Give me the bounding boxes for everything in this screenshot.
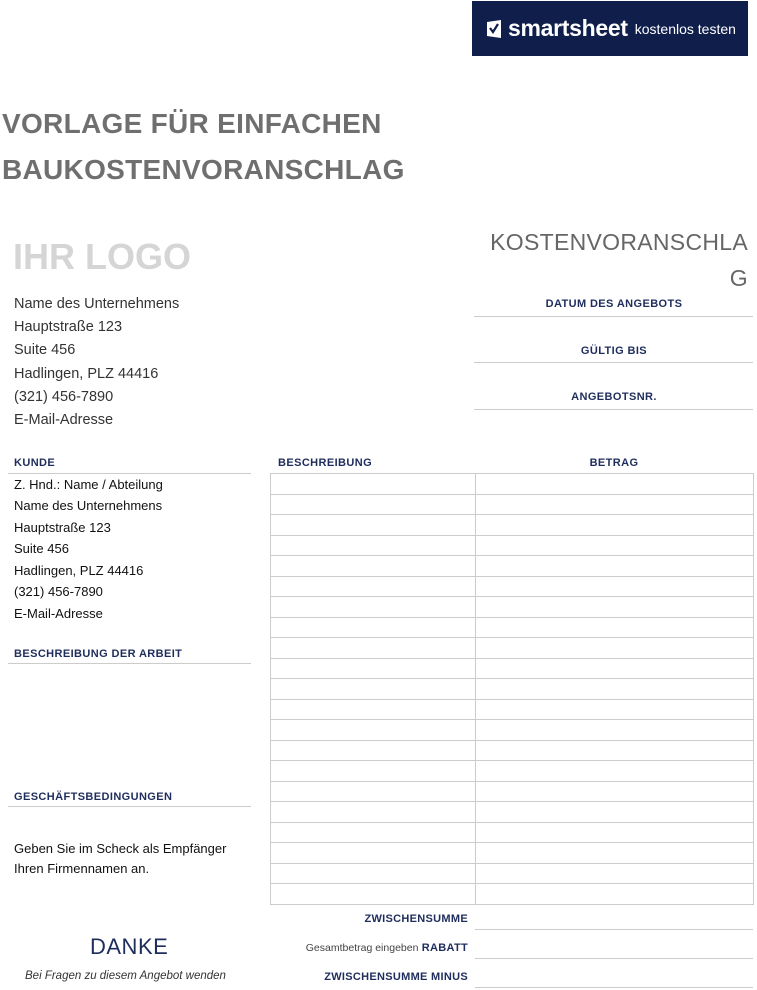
subtotal-minus-label: ZWISCHENSUMME MINUS	[324, 971, 468, 983]
terms-line2: Ihren Firmennamen an.	[14, 861, 150, 876]
amount-cell[interactable]	[476, 884, 754, 905]
description-cell[interactable]	[271, 658, 476, 679]
table-row	[271, 761, 754, 782]
table-row	[271, 720, 754, 741]
smartsheet-check-icon	[486, 19, 502, 39]
quote-date-field[interactable]	[474, 316, 753, 317]
discount-label	[280, 942, 468, 954]
customer-heading: KUNDE	[14, 457, 56, 469]
table-row	[271, 658, 754, 679]
amount-cell[interactable]	[476, 474, 754, 495]
table-row	[271, 556, 754, 577]
table-row	[271, 535, 754, 556]
description-cell[interactable]	[271, 597, 476, 618]
quote-number-label: ANGEBOTSNR.	[571, 391, 657, 403]
amount-cell[interactable]	[476, 740, 754, 761]
table-row	[271, 474, 754, 495]
amount-cell[interactable]	[476, 576, 754, 597]
company-suite: Suite 456	[14, 342, 76, 358]
description-cell[interactable]	[271, 638, 476, 659]
quote-number-field[interactable]	[474, 409, 753, 410]
customer-suite[interactable]: Suite 456	[14, 541, 69, 556]
table-row	[271, 781, 754, 802]
amount-cell[interactable]	[476, 720, 754, 741]
amount-cell[interactable]	[476, 658, 754, 679]
amount-cell[interactable]	[476, 556, 754, 577]
smartsheet-banner[interactable]	[472, 1, 748, 56]
table-row	[271, 494, 754, 515]
subtotal-label: ZWISCHENSUMME	[364, 913, 468, 925]
table-row	[271, 863, 754, 884]
terms-line1: Geben Sie im Scheck als Empfänger	[14, 841, 227, 856]
description-cell[interactable]	[271, 822, 476, 843]
amount-cell[interactable]	[476, 781, 754, 802]
table-row	[271, 884, 754, 905]
description-cell[interactable]	[271, 535, 476, 556]
amount-cell[interactable]	[476, 679, 754, 700]
amount-cell[interactable]	[476, 617, 754, 638]
logo-placeholder: IHR LOGO	[13, 236, 191, 277]
company-city: Hadlingen, PLZ 44416	[14, 366, 159, 382]
line-items-table	[270, 473, 754, 905]
amount-cell[interactable]	[476, 535, 754, 556]
brand-name: smartsheet	[508, 15, 628, 41]
customer-city[interactable]: Hadlingen, PLZ 44416	[14, 563, 144, 578]
subtotal-minus-field[interactable]	[475, 987, 753, 988]
table-row	[271, 515, 754, 536]
table-row	[271, 597, 754, 618]
description-cell[interactable]	[271, 617, 476, 638]
amount-cell[interactable]	[476, 863, 754, 884]
amount-cell[interactable]	[476, 597, 754, 618]
table-row	[271, 822, 754, 843]
questions-footnote: Bei Fragen zu diesem Angebot wenden	[25, 970, 226, 982]
column-header-description: BESCHREIBUNG	[278, 457, 373, 469]
description-cell[interactable]	[271, 720, 476, 741]
amount-cell[interactable]	[476, 494, 754, 515]
work-description-heading: BESCHREIBUNG DER ARBEIT	[14, 648, 183, 660]
table-row	[271, 617, 754, 638]
customer-name[interactable]: Name des Unternehmens	[14, 498, 163, 513]
table-row	[271, 679, 754, 700]
page-title-line1: VORLAGE FÜR EINFACHEN	[2, 108, 382, 139]
amount-cell[interactable]	[476, 699, 754, 720]
quote-date-label: DATUM DES ANGEBOTS	[545, 298, 683, 310]
page-title-line2: BAUKOSTENVORANSCHLAG	[2, 154, 405, 185]
trial-link[interactable]: kostenlos testen	[634, 20, 736, 37]
company-phone: (321) 456-7890	[14, 389, 114, 405]
amount-cell[interactable]	[476, 761, 754, 782]
company-street: Hauptstraße 123	[14, 319, 123, 335]
discount-hint: Gesamtbetrag eingeben	[305, 942, 419, 954]
description-cell[interactable]	[271, 863, 476, 884]
thanks-text: DANKE	[90, 934, 169, 959]
description-cell[interactable]	[271, 761, 476, 782]
terms-rule	[8, 806, 251, 807]
description-cell[interactable]	[271, 843, 476, 864]
company-name: Name des Unternehmens	[14, 296, 180, 312]
description-cell[interactable]	[271, 740, 476, 761]
customer-rule	[8, 473, 251, 474]
table-row	[271, 638, 754, 659]
description-cell[interactable]	[271, 884, 476, 905]
amount-cell[interactable]	[476, 822, 754, 843]
document-type: KOSTENVORANSCHLAG	[490, 229, 748, 291]
work-description-rule	[8, 663, 251, 664]
table-row	[271, 699, 754, 720]
description-cell[interactable]	[271, 515, 476, 536]
table-row	[271, 802, 754, 823]
description-cell[interactable]	[271, 802, 476, 823]
discount-text: RABATT	[421, 942, 468, 954]
description-cell[interactable]	[271, 699, 476, 720]
customer-street[interactable]: Hauptstraße 123	[14, 520, 111, 535]
description-cell[interactable]	[271, 781, 476, 802]
valid-until-label: GÜLTIG BIS	[580, 345, 648, 357]
description-cell[interactable]	[271, 576, 476, 597]
customer-email[interactable]: E-Mail-Adresse	[14, 606, 103, 621]
table-row	[271, 740, 754, 761]
description-cell[interactable]	[271, 679, 476, 700]
amount-cell[interactable]	[476, 843, 754, 864]
subtotal-field[interactable]	[475, 929, 753, 930]
amount-cell[interactable]	[476, 515, 754, 536]
description-cell[interactable]	[271, 474, 476, 495]
description-cell[interactable]	[271, 556, 476, 577]
customer-attn[interactable]: Z. Hnd.: Name / Abteilung	[14, 477, 163, 492]
amount-cell[interactable]	[476, 638, 754, 659]
column-header-amount: BETRAG	[589, 457, 639, 469]
valid-until-field[interactable]	[474, 362, 753, 363]
table-row	[271, 576, 754, 597]
amount-cell[interactable]	[476, 802, 754, 823]
terms-heading: GESCHÄFTSBEDINGUNGEN	[14, 791, 173, 803]
description-cell[interactable]	[271, 494, 476, 515]
discount-field[interactable]	[475, 958, 753, 959]
company-email: E-Mail-Adresse	[14, 412, 114, 428]
table-row	[271, 843, 754, 864]
customer-phone[interactable]: (321) 456-7890	[14, 584, 103, 599]
